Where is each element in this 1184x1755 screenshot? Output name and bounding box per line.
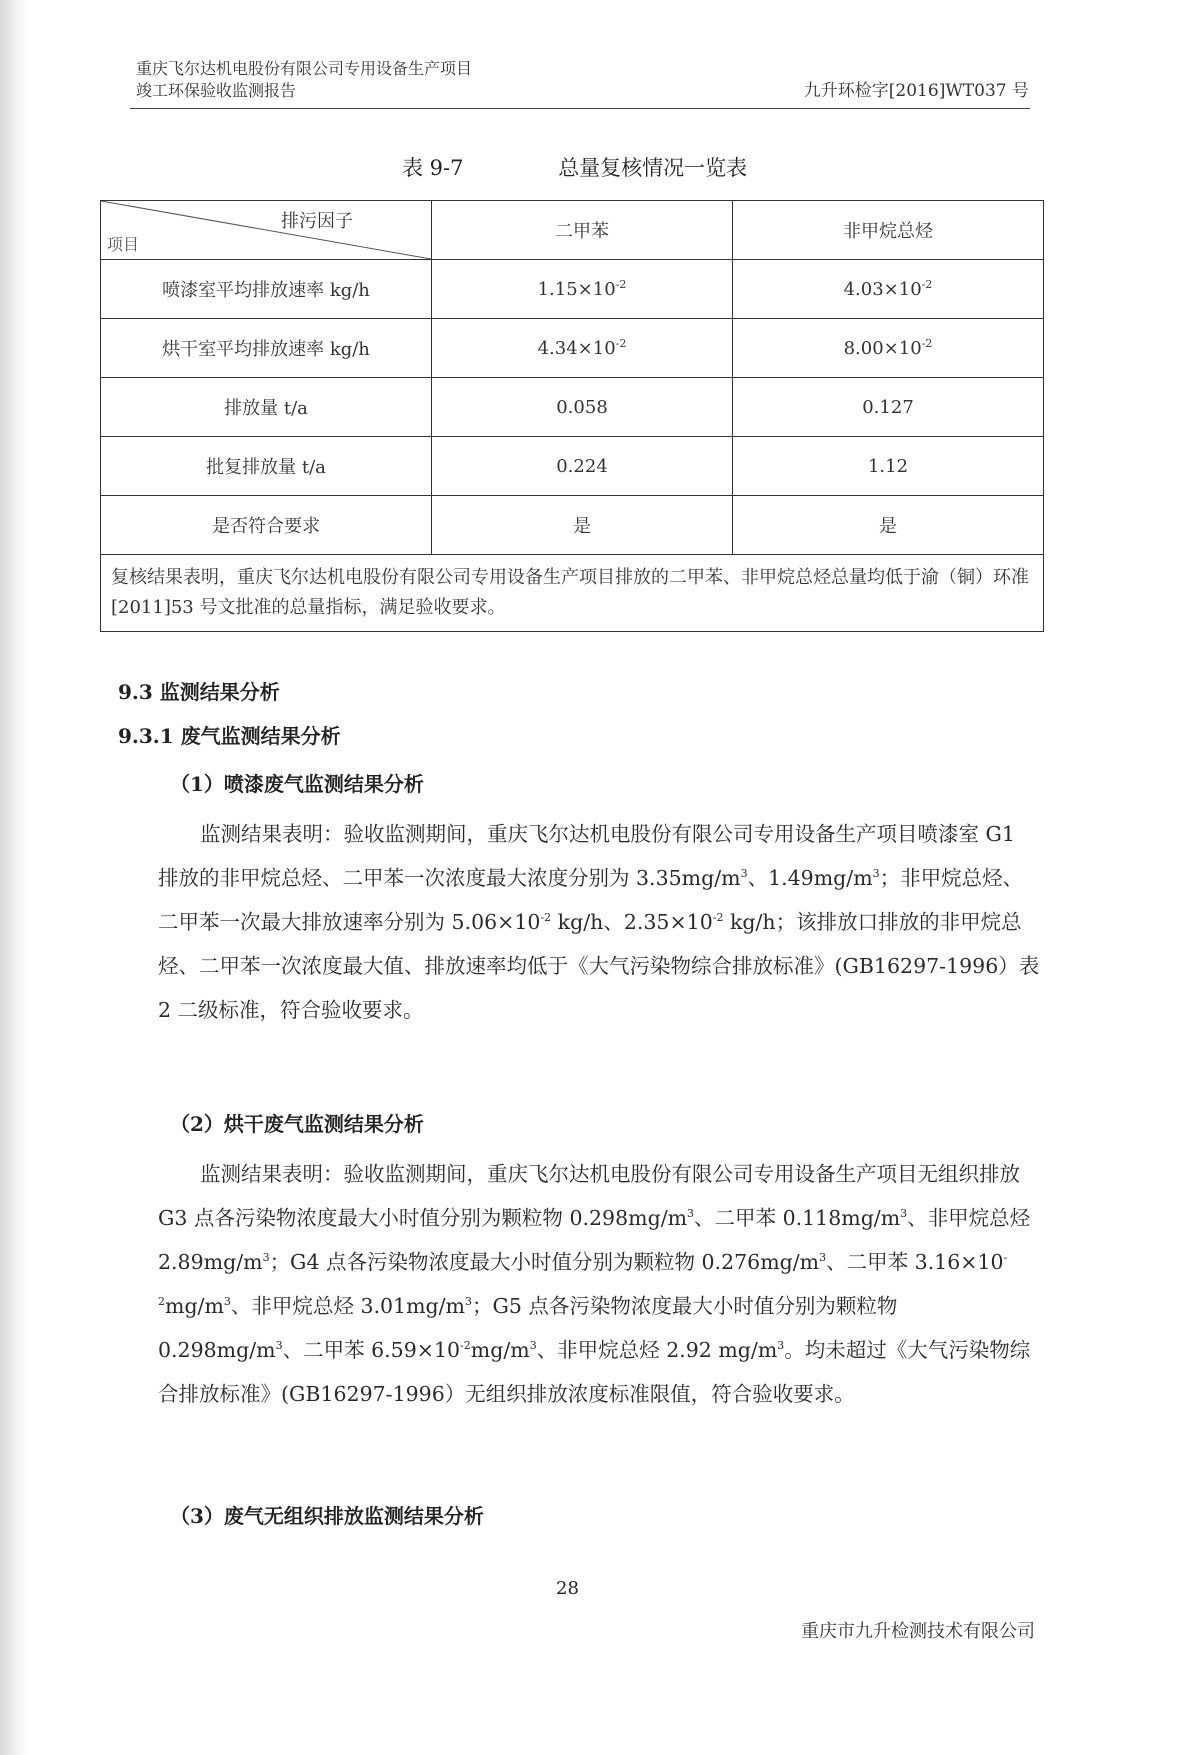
cell-value: $8.00\times 10^{-2}$ (733, 319, 1044, 378)
cell-value: 0.224 (432, 437, 733, 496)
diagonal-line (101, 201, 431, 259)
header-line-1: 重庆飞尔达机电股份有限公司专用设备生产项目 (136, 59, 473, 78)
total-review-table (100, 200, 1044, 632)
table-row (101, 319, 1044, 378)
header-divider (130, 108, 1030, 109)
cell-value: $4.03\times 10^{-2}$ (733, 260, 1044, 319)
paragraph-spray-paint: 监测结果表明：验收监测期间，重庆飞尔达机电股份有限公司专用设备生产项目喷漆室 G1 排放的非甲烷总烃、二甲苯一次浓度最大浓度分别为 $3.35mg/m^3$、$1.49mg/m^3$；非甲烷总烃、二甲苯一次最大排放速率分别为 $5.06\times 10^{-2}$ kg/h、$2.35\times 10^{-2}$ kg/h；该排放口排放的非甲烷总烃、二甲苯一次浓度最大值、排放速率均低于《大气污染物综合排放标准》(GB16297-1996）表 2 二级标准，符合验收要求。 (158, 822, 1040, 1022)
section-9-3-heading: 9.3 监测结果分析 (118, 680, 280, 704)
row-label: 批复排放量 t/a (101, 437, 432, 496)
table-row (101, 437, 1044, 496)
section-9-3-1-heading: 9.3.1 废气监测结果分析 (118, 724, 341, 748)
cell-value: $1.15\times 10^{-2}$ (432, 260, 733, 319)
table-note: 复核结果表明，重庆飞尔达机电股份有限公司专用设备生产项目排放的二甲苯、非甲烷总烃总量均低于渝（铜）环准[2011]53 号文批准的总量指标，满足验收要求。 (101, 555, 1044, 632)
table-header-row (101, 201, 1044, 260)
document-page (100, 0, 1040, 1755)
table-row (101, 496, 1044, 555)
diagonal-header-cell (101, 201, 432, 260)
header-project (136, 58, 472, 102)
table-number: 表 9-7 (402, 156, 464, 180)
diag-header-factor: 排污因子 (281, 211, 353, 232)
cell-value: 0.127 (733, 378, 1044, 437)
table-row (101, 260, 1044, 319)
diag-header-item: 项目 (107, 235, 140, 254)
cell-value: 是 (733, 496, 1044, 555)
subsection-1-heading: （1）喷漆废气监测结果分析 (170, 772, 424, 796)
cell-value: 是 (432, 496, 733, 555)
header-line-2: 竣工环保验收监测报告 (136, 81, 297, 100)
table-caption (402, 152, 747, 182)
subsection-3-heading: （3）废气无组织排放监测结果分析 (170, 1504, 484, 1528)
header-doc-number: 九升环检字[2016]WT037 号 (803, 81, 1029, 101)
col-header-xylene: 二甲苯 (432, 201, 733, 260)
table-title: 总量复核情况一览表 (558, 156, 748, 180)
page-number: 28 (556, 1578, 579, 1599)
table-note-row (101, 555, 1044, 632)
col-header-nmhc: 非甲烷总烃 (733, 201, 1044, 260)
scan-edge-shadow (0, 0, 30, 1755)
footer-company: 重庆市九升检测技术有限公司 (801, 1621, 1035, 1642)
subsection-2-heading: （2）烘干废气监测结果分析 (170, 1112, 424, 1136)
row-label: 排放量 t/a (101, 378, 432, 437)
table-row (101, 378, 1044, 437)
cell-value: $4.34\times 10^{-2}$ (432, 319, 733, 378)
paragraph-drying: 监测结果表明：验收监测期间，重庆飞尔达机电股份有限公司专用设备生产项目无组织排放 G3 点各污染物浓度最大小时值分别为颗粒物 $0.298mg/m^3$、二甲苯 $0.118mg/m^3$、非甲烷总烃 $2.89mg/m^3$；G4 点各污染物浓度最大小时值分别为颗粒物 $0.276mg/m^3$、二甲苯 $3.16\times 10^{-2}mg/m^3$、非甲烷总烃 $3.01mg/m^3$；G5 点各污染物浓度最大小时值分别为颗粒物 $0.298mg/m^3$、二甲苯 $6.59\times 10^{-2}mg/m^3$、非甲烷总烃 2.92 $mg/m^3$。均未超过《大气污染物综合排放标准》(GB16297-1996）无组织排放浓度标准限值，符合验收要求。 (158, 1162, 1031, 1406)
row-label: 烘干室平均排放速率 kg/h (101, 319, 432, 378)
cell-value: 1.12 (733, 437, 1044, 496)
cell-value: 0.058 (432, 378, 733, 437)
row-label: 是否符合要求 (101, 496, 432, 555)
row-label: 喷漆室平均排放速率 kg/h (101, 260, 432, 319)
